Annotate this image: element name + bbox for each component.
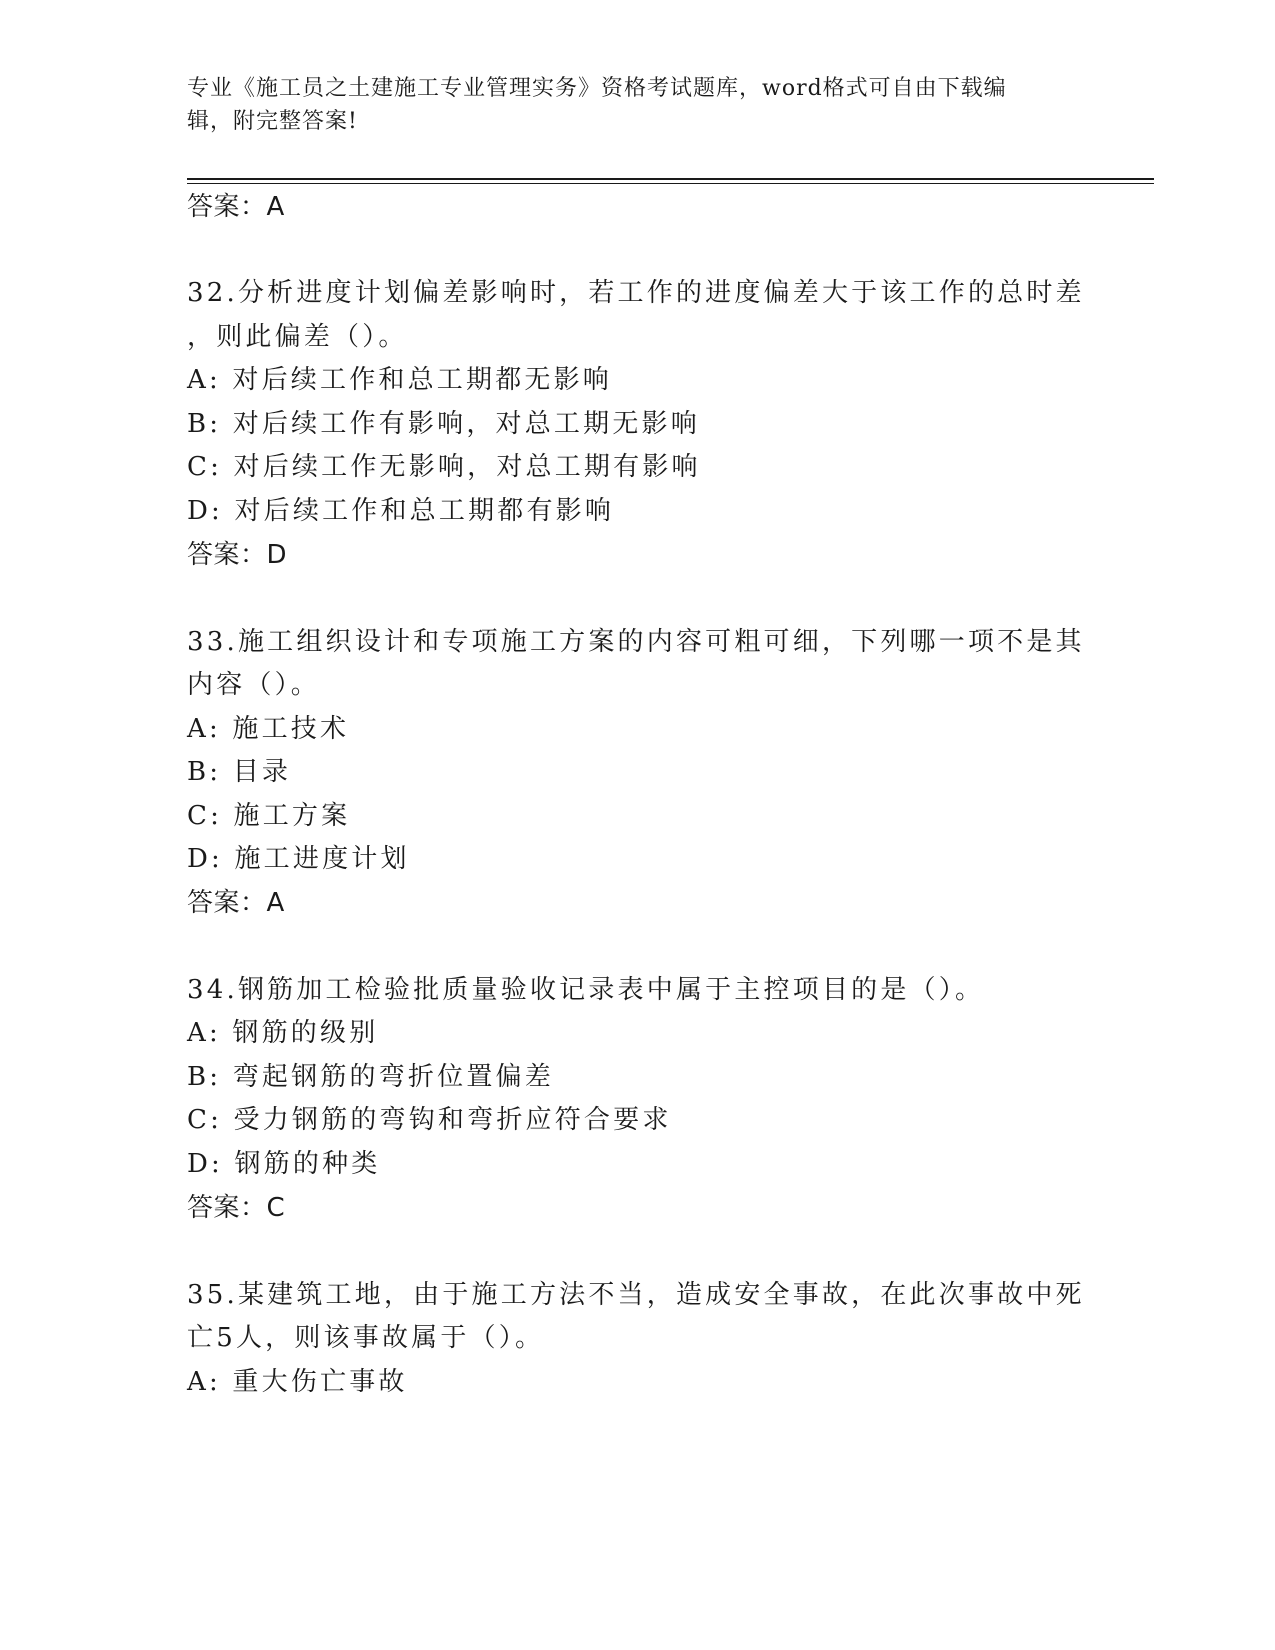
question-34-answer: 答案：C bbox=[187, 1193, 286, 1223]
question-32-stem-line-2: ，则此偏差（）。 bbox=[187, 322, 408, 352]
header-divider bbox=[187, 178, 1154, 180]
document-header bbox=[187, 72, 1077, 138]
question-35-stem-line-1: 35.某建筑工地，由于施工方法不当，造成安全事故，在此次事故中死 bbox=[187, 1280, 1085, 1310]
question-33-option-b: B: 目录 bbox=[187, 757, 292, 787]
previous-answer: 答案：A bbox=[187, 192, 285, 222]
question-33-answer: 答案：A bbox=[187, 888, 285, 918]
question-32-option-a: A: 对后续工作和总工期都无影响 bbox=[187, 365, 613, 395]
question-35-stem-line-2: 亡5人，则该事故属于（）。 bbox=[187, 1323, 545, 1353]
question-35-option-a: A: 重大伤亡事故 bbox=[187, 1367, 408, 1397]
header-divider-thin bbox=[187, 183, 1154, 184]
question-33-option-c: C: 施工方案 bbox=[187, 801, 351, 831]
header-line-1: 专业《施工员之土建施工专业管理实务》资格考试题库，word格式可自由下载编 bbox=[187, 76, 1007, 101]
question-32-answer: 答案：D bbox=[187, 540, 288, 570]
question-34-option-b: B: 弯起钢筋的弯折位置偏差 bbox=[187, 1062, 554, 1092]
question-33-option-a: A: 施工技术 bbox=[187, 714, 350, 744]
question-34-stem-line-1: 34.钢筋加工检验批质量验收记录表中属于主控项目的是（）。 bbox=[187, 975, 985, 1005]
question-34-option-d: D: 钢筋的种类 bbox=[187, 1149, 381, 1179]
question-32-option-b: B: 对后续工作有影响，对总工期无影响 bbox=[187, 409, 700, 439]
question-34-option-a: A: 钢筋的级别 bbox=[187, 1018, 379, 1048]
question-34-option-c: C: 受力钢筋的弯钩和弯折应符合要求 bbox=[187, 1105, 672, 1135]
question-32-option-d: D: 对后续工作和总工期都有影响 bbox=[187, 496, 615, 526]
question-33-stem-line-1: 33.施工组织设计和专项施工方案的内容可粗可细，下列哪一项不是其 bbox=[187, 627, 1085, 657]
header-line-2: 辑，附完整答案! bbox=[187, 109, 358, 134]
question-32-option-c: C: 对后续工作无影响，对总工期有影响 bbox=[187, 452, 701, 482]
question-33-option-d: D: 施工进度计划 bbox=[187, 844, 410, 874]
question-33-stem-line-2: 内容（）。 bbox=[187, 670, 321, 700]
question-32-stem-line-1: 32.分析进度计划偏差影响时，若工作的进度偏差大于该工作的总时差 bbox=[187, 278, 1085, 308]
